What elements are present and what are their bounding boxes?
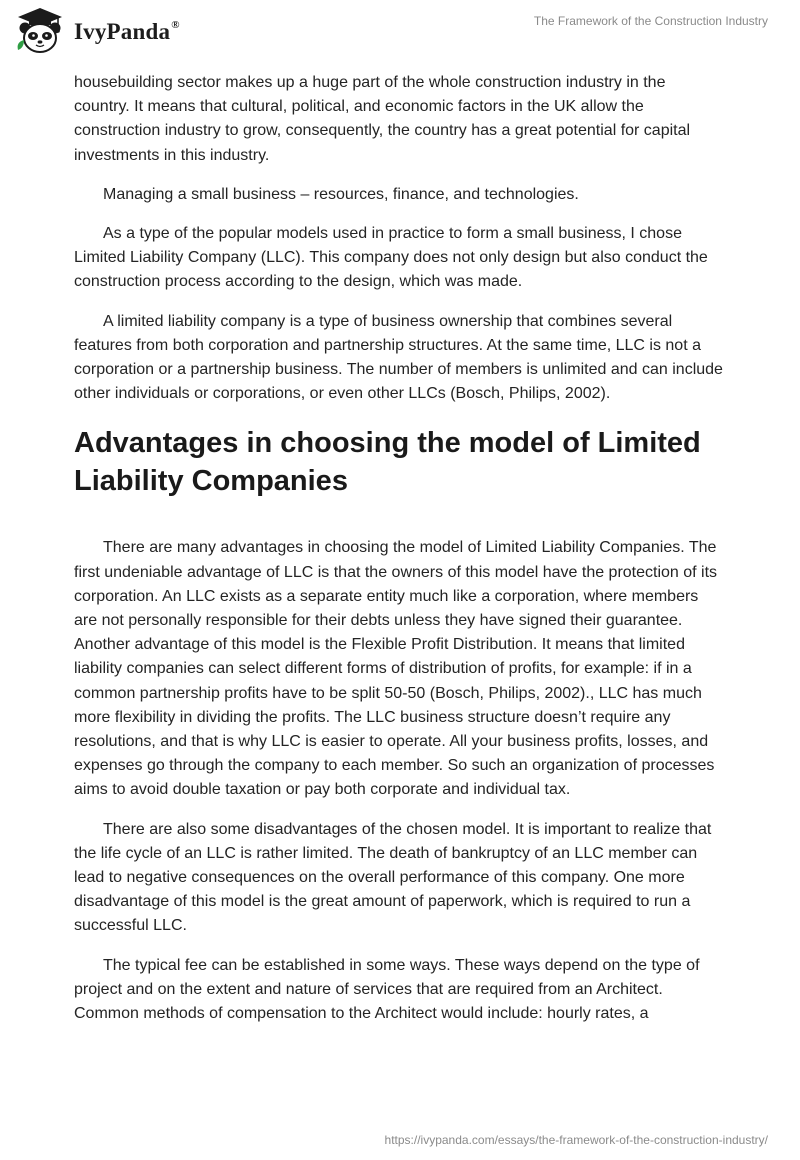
page-header bbox=[0, 0, 800, 64]
logo-wordmark: IvyPanda® bbox=[74, 19, 180, 44]
paragraph: A limited liability company is a type of business ownership that combines several features from both corporation and partnership structures. At the same time, LLC is not a corporation or a partnership business. The number of members is unlimited and can include other individuals or corporations, or even other LLCs (Bosch, Philips, 2002). bbox=[74, 312, 723, 403]
paragraph: As a type of the popular models used in practice to form a small business, I chose Limited Liability Company (LLC). This company does not only design but also conduct the construction process according to the design, which was made. bbox=[74, 225, 708, 291]
paragraph: There are also some disadvantages of the chosen model. It is important to realize that the life cycle of an LLC is rather limited. The death of bankruptcy of an LLC member can lead to negative consequences on the overall performance of this company. One more disadvantage of this model is the great amount of paperwork, which is required to run a successful LLC. bbox=[74, 820, 712, 935]
source-url[interactable]: https://ivypanda.com/essays/the-framework-of-the-construction-industry/ bbox=[384, 1133, 768, 1147]
paragraph: Managing a small business – resources, finance, and technologies. bbox=[103, 185, 579, 203]
document-title: The Framework of the Construction Industry bbox=[533, 14, 768, 28]
essay-body bbox=[74, 71, 724, 1041]
paragraph: housebuilding sector makes up a huge part of the whole construction industry in the country. It means that cultural, political, and economic factors in the UK allow the construction industry to grow, consequently, the country has a great potential for capital investments in this industry. bbox=[74, 74, 691, 164]
ivypanda-logo[interactable] bbox=[14, 6, 180, 56]
paragraph: There are many advantages in choosing the model of Limited Liability Companies. The first undeniable advantage of LLC is that the owners of this model have the protection of its corporation. An LLC exists as a separate entity much like a corporation, where members are not personally responsible for their debts unless they have signed their guarantee. Another advantage of this model is the Flexible Profit Distribution. It means that limited liability companies can select different forms of distribution of profits, for example: if in a common partnership profits have to be split 50-50 (Bosch, Philips, 2002)., LLC has much more flexibility in dividing the profits. The LLC business structure doesn’t require any resolutions, and that is why LLC is easier to operate. All your business profits, losses, and expenses go through the company to each member. So such an organization of processes aims to avoid double taxation or pay both corporate and individual tax. bbox=[74, 539, 718, 799]
section-heading: Advantages in choosing the model of Limited Liability Companies bbox=[74, 427, 701, 498]
panda-graduate-icon bbox=[14, 6, 66, 56]
paragraph: The typical fee can be established in some ways. These ways depend on the type of project and on the extent and nature of services that are required from an Architect. Common methods of compensation to the Architect would include: hourly rates, a bbox=[74, 956, 700, 1023]
